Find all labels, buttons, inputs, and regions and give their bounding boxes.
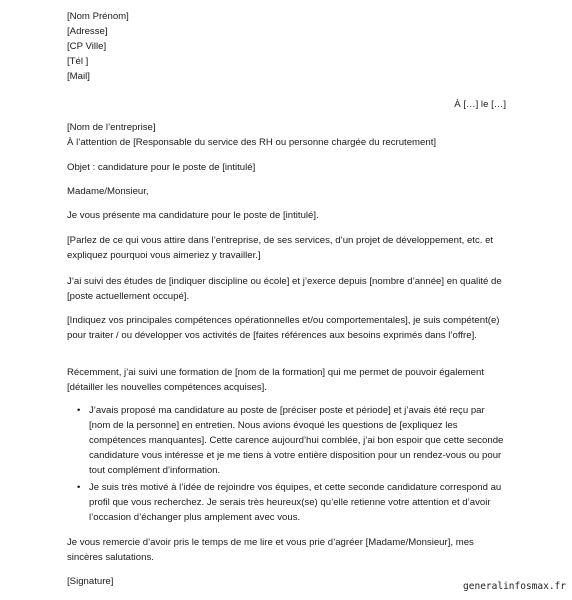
paragraph-intro: Je vous présente ma candidature pour le poste de [intitulé]. [67,210,319,221]
recipient-company: [Nom de l’entreprise] [67,122,156,133]
sender-city: [CP Ville] [67,41,107,52]
list-item [67,403,507,478]
paragraph-skills: [Indiquez vos principales compétences opérationnelles et/ou comportementales], je suis compétent(e) pour traiter / ou développer vos activités de [faites références aux besoins exprimés dans l’offre]. [67,315,500,341]
paragraph-studies: J’ai suivi des études de [indiquer discipline ou école] et j’exerce depuis [nombre d’année] en qualité de [poste actuellement occupé]. [67,276,502,302]
closing-paragraph: Je vous remercie d’avoir pris le temps de me lire et vous prie d’agréer [Madame/Monsieur], mes sincères salutations. [67,537,474,563]
bullet-icon: • [77,482,81,493]
paragraph-training: Récemment, j’ai suivi une formation de [nom de la formation] qui me permet de pouvoir également [détailler les nouvelles compétences acquises]. [67,367,485,393]
bullet-list [67,403,507,527]
subject-line: Objet : candidature pour le poste de [intitulé] [67,162,256,173]
sender-block [67,9,507,84]
sender-phone: [Tél ] [67,56,89,67]
sender-address: [Adresse] [67,26,108,37]
signature: [Signature] [67,576,114,587]
sender-mail: [Mail] [67,71,90,82]
recipient-attention: À l’attention de [Responsable du service des RH ou personne chargée du recrutement] [67,137,437,148]
paragraph-company-interest: [Parlez de ce qui vous attire dans l’entreprise, de ses services, d’un projet de développement, etc. et expliquez pourquoi vous aimeriez y travailler.] [67,235,494,261]
watermark: generalinfosmax.fr [463,581,566,592]
bullet-text: J’avais proposé ma candidature au poste de [préciser poste et période] et j’avais été reçu par [nom de la personne] en entretien. Nous avions évoqué les questions de [expliquez les compétences manquantes]. Cette carence aujourd’hui comblée, j’ai bon espoir que cette seconde candidature vous intéresse et je me tiens à votre entière disposition pour un rendez-vous ou pour tout complément d’information. [89,405,504,476]
date-line: À […] le […] [454,99,506,110]
salutation: Madame/Monsieur, [67,186,149,197]
bullet-text: Je suis très motivé à l’idée de rejoindre vos équipes, et cette seconde candidature correspond au profil que vous recherchez. Je serais très heureux(se) qu’elle retienne votre attention et d’avoir l’occasion d’échanger plus amplement avec vous. [89,482,502,523]
list-item [67,480,507,525]
bullet-icon: • [77,405,81,416]
sender-name: [Nom Prénom] [67,11,129,22]
recipient-block [67,120,507,150]
